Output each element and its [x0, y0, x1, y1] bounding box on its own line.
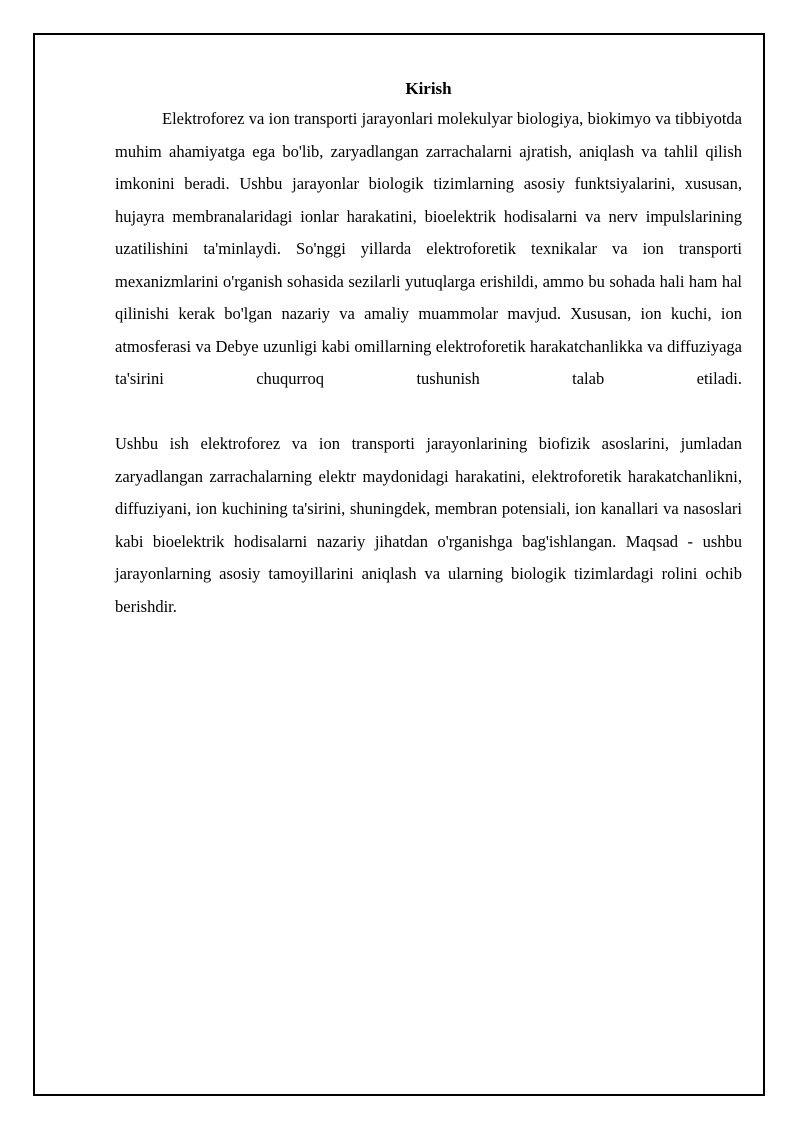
- section-title: Kirish: [405, 79, 452, 98]
- paragraph-introduction: Elektroforez va ion transporti jarayonlari molekulyar biologiya, biokimyo va tibbiyotda muhim ahamiyatga ega bo'lib, zaryadlangan zarrachalarni ajratish, aniqlash va tahlil qilish imkonini beradi. Ushbu jarayonlar biologik tizimlarning asosiy funktsiyalarini, xususan, hujayra membranalaridagi ionlar harakatini, bioelektrik hodisalarni va nerv impulslarining uzatilishini ta'minlaydi. So'nggi yillarda elektroforetik texnikalar va ion transporti mexanizmlarini o'rganish sohasida sezilarli yutuqlarga erishildi, ammo bu sohada hali ham hal qilinishi kerak bo'lgan nazariy va amaliy muammolar mavjud. Xususan, ion kuchi, ion atmosferasi va Debye uzunligi kabi omillarning elektroforetik harakatchanlikka va diffuziyaga ta'sirini chuqurroq tushunish talab etiladi.: [115, 109, 742, 388]
- paragraph-spacer: [115, 396, 742, 429]
- paragraph-aim: Ushbu ish elektroforez va ion transporti jarayonlarining biofizik asoslarini, jumladan zaryadlangan zarrachalarning elektr maydonidagi harakatini, elektroforetik harakatchanlikni, diffuziyani, ion kuchining ta'sirini, shuningdek, membran potensiali, ion kanallari va nasoslari kabi bioelektrik hodisalarni nazariy jihatdan o'rganishga bag'ishlangan. Maqsad - ushbu jarayonlarning asosiy tamoyillarini aniqlash va ularning biologik tizimlardagi rolini ochib berishdir.: [115, 434, 742, 616]
- document-body: [115, 77, 742, 623]
